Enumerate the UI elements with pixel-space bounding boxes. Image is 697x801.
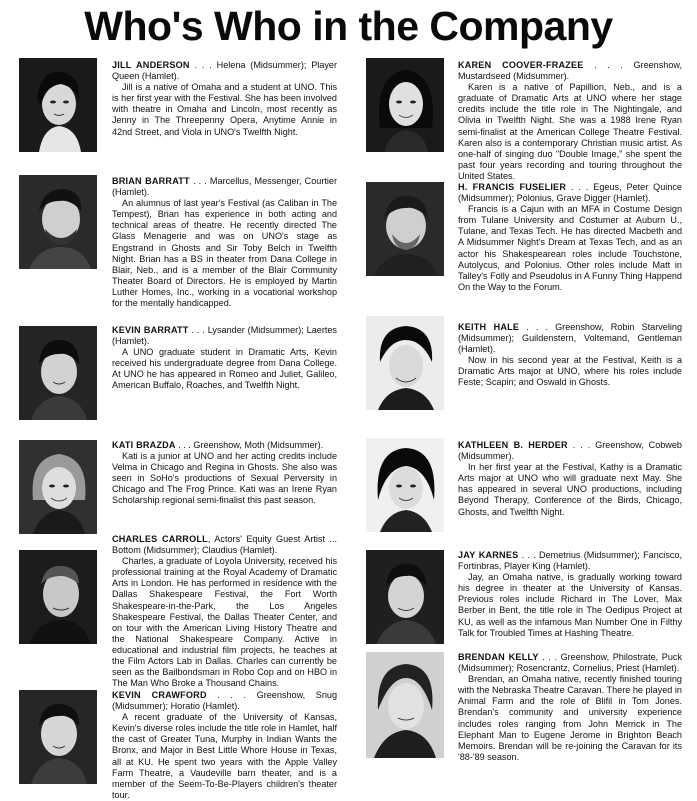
bio-kevin-barratt: KEVIN BARRATT . . . Lysander (Midsummer); Laertes (Hamlet). A UNO graduate student in Dramatic Arts, Kevin received his undergraduate degree from Dana College. At UNO he has appeared in Romeo and Juliet, Galileo, American Buffalo, Roaches, and Twelfth Night. [112, 325, 337, 391]
bio-keith-hale: KEITH HALE . . . Greenshow, Robin Starveling (Midsummer); Guildenstern, Voltemand, Gentleman (Hamlet). Now in his second year at the Festival, Keith is a Dramatic Arts major at UNO, where his roles include Feste; Scapin; and Oswald in Ghosts. [458, 322, 683, 388]
bio-jill-anderson: JILL ANDERSON . . . Helena (Midsummer); Player Queen (Hamlet). Jill is a native of Omaha and a student at UNO. This is her first year with the Festival. She has been involved with theatre in Omaha and Lincoln, most recently as Jenny in The Threepenny Opera, Anytime Annie in 42nd Street, and Viola in UNO's Twelfth Night. [112, 60, 337, 137]
photo-jay-karnes [366, 550, 444, 644]
photo-kathleen-b-herder [366, 438, 444, 532]
photo-kevin-crawford [19, 690, 97, 784]
photo-karen-coover-frazee [366, 58, 444, 152]
bio-kathleen-b-herder: KATHLEEN B. HERDER . . . Greenshow, Cobweb (Midsummer). In her first year at the Festival, Kathy is a Dramatic Arts major at UNO who will graduate next May. She has appeared in several UNO productions, including Beyond Therapy, Conference of the Birds, Chicago, Ghosts, and Twelfth Night. [458, 440, 682, 517]
bio-karen-coover-frazee: KAREN COOVER-FRAZEE . . . Greenshow, Mustardseed (Midsummer). Karen is a native of Papillion, Neb., and is a graduate of Dramatic Arts at UNO where her stage credits include the title role in The Nightingale, and Olivia in Twelfth Night. She was a 1988 Irene Ryan semi-finalist at the American College Theatre Festival. Karen also is a contemporary Christian music artist. As one-half of singing duo "Double Image," she spent the past four years recording and touring throughout the United States. [458, 60, 682, 181]
photo-brendan-kelly [366, 652, 444, 758]
photo-charles-carroll [19, 550, 97, 644]
bio-h-francis-fuselier: H. FRANCIS FUSELIER . . . Egeus, Peter Quince (Midsummer); Polonius, Grave Digger (Hamlet). Francis is a Cajun with an MFA in Costume Design from Tulane University and Costumer at Auburn U., Tulane, and Texas Tech. He has directed Macbeth and A Midsummer Night's Dream at Texas Tech, and as an actor his Shakespearean roles include Touchstone, Autolycus, and Polonius. Other roles include Matt in Talley's Folly and Pseudolus in A Funny Thing Happend On the Way to the Forum. [458, 182, 682, 292]
page-title: Who's Who in the Company [84, 3, 613, 49]
bio-jay-karnes: JAY KARNES . . . Demetrius (Midsummer); Fancisco, Fortinbras, Player King (Hamlet). Jay, an Omaha native, is gradually working toward his degree in theater at the University of Kansas. Previous roles include Richard in The Lover, Max Berber in Bent, the title role in The Oedipus Project at KU, as well as the infamous Man Number One in Filthy Talk for Troubled Times at Hashing Theatre. [458, 550, 683, 638]
photo-jill-anderson [19, 58, 97, 152]
photo-brian-barratt [19, 175, 97, 269]
photo-keith-hale [366, 316, 444, 410]
photo-h-francis-fuselier [366, 182, 444, 276]
bio-brian-barratt: BRIAN BARRATT . . . Marcellus, Messenger, Courtier (Hamlet). An alumnus of last year's Festival (as Caliban in The Tempest), Brian has experience in both acting and technical areas of theatre. He recently directed The Glass Menagerie and was on UNO's stage as Engstrand in Ghosts and Sir Toby Belch in Twelfth Night. Brian has a BS in theater from Dana College in Blair, Neb., and is a member of the Blair Community Theater Board of Directors. He is employed by Martin Luther Homes, Inc., working in a vocational workshop for the mentally handicapped. [112, 176, 337, 309]
photo-kati-brazda [19, 440, 97, 534]
bio-brendan-kelly: BRENDAN KELLY . . . Greenshow, Philostrate, Puck (Midsummer); Rosencrantz, Cornelius, Priest (Hamlet). Brendan, an Omaha native, recently finished touring with the Nebraska Theatre Caravan. There he played in Animal Farm and the role of Blifil in Tom Jones. Brendan's community and university experience includes roles ranging from John Merrick in The Elephant Man to Eugene Jerome in Brighton Beach Memoirs. Brendan will be re-joining the Caravan for its '88-'89 season. [458, 652, 682, 762]
bio-charles-carroll: CHARLES CARROLL, Actors' Equity Guest Artist ... Bottom (Midsummer); Claudius (Hamlet). Charles, a graduate of Loyola University, received his professional training at the Royal Academy of Dramatic Arts in London. He has performed in residence with the Dallas Shakespeare Festival, the Fort Worth Shakespeare-in-the-Park, the Los Angeles Shakespeare Festival, the Dallas Theater Center, and on tour with the American Living History Theatre and the National Shakespeare Company. Active in educational and industrial film projects, he teaches at the Film Actors Lab in Dallas. Charles can currently be seen as the Bailbondsman in Robo Cop and on HBO in The Man Who Broke a Thousand Chains. [112, 534, 338, 689]
bio-kati-brazda: KATI BRAZDA . . . Greenshow, Moth (Midsummer). Kati is a junior at UNO and her acting credits include Velma in Chicago and Regina in Ghosts. She also was seen in SoHo's productions of Sexual Perversity in Chicago and The Frog Prince. Kati was an Irene Ryan Scholarship regional semi-finalist this past season. [112, 440, 337, 506]
photo-kevin-barratt [19, 326, 97, 420]
bio-kevin-crawford: KEVIN CRAWFORD . . . Greenshow, Snug (Midsummer); Horatio (Hamlet). A recent graduate of the University of Kansas, Kevin's diverse roles include the title role in Hamlet, half the cast of Greater Tuna, Murphy in Indian Wants the Bronx, and Major in Best Little Whore House in Texas, all at KU. He spent two years with the Apple Valley Farm Theatre, a Vaudeville barn theater, and is a member of the Seem-To-Be-Players children's theater tour. [112, 690, 337, 800]
